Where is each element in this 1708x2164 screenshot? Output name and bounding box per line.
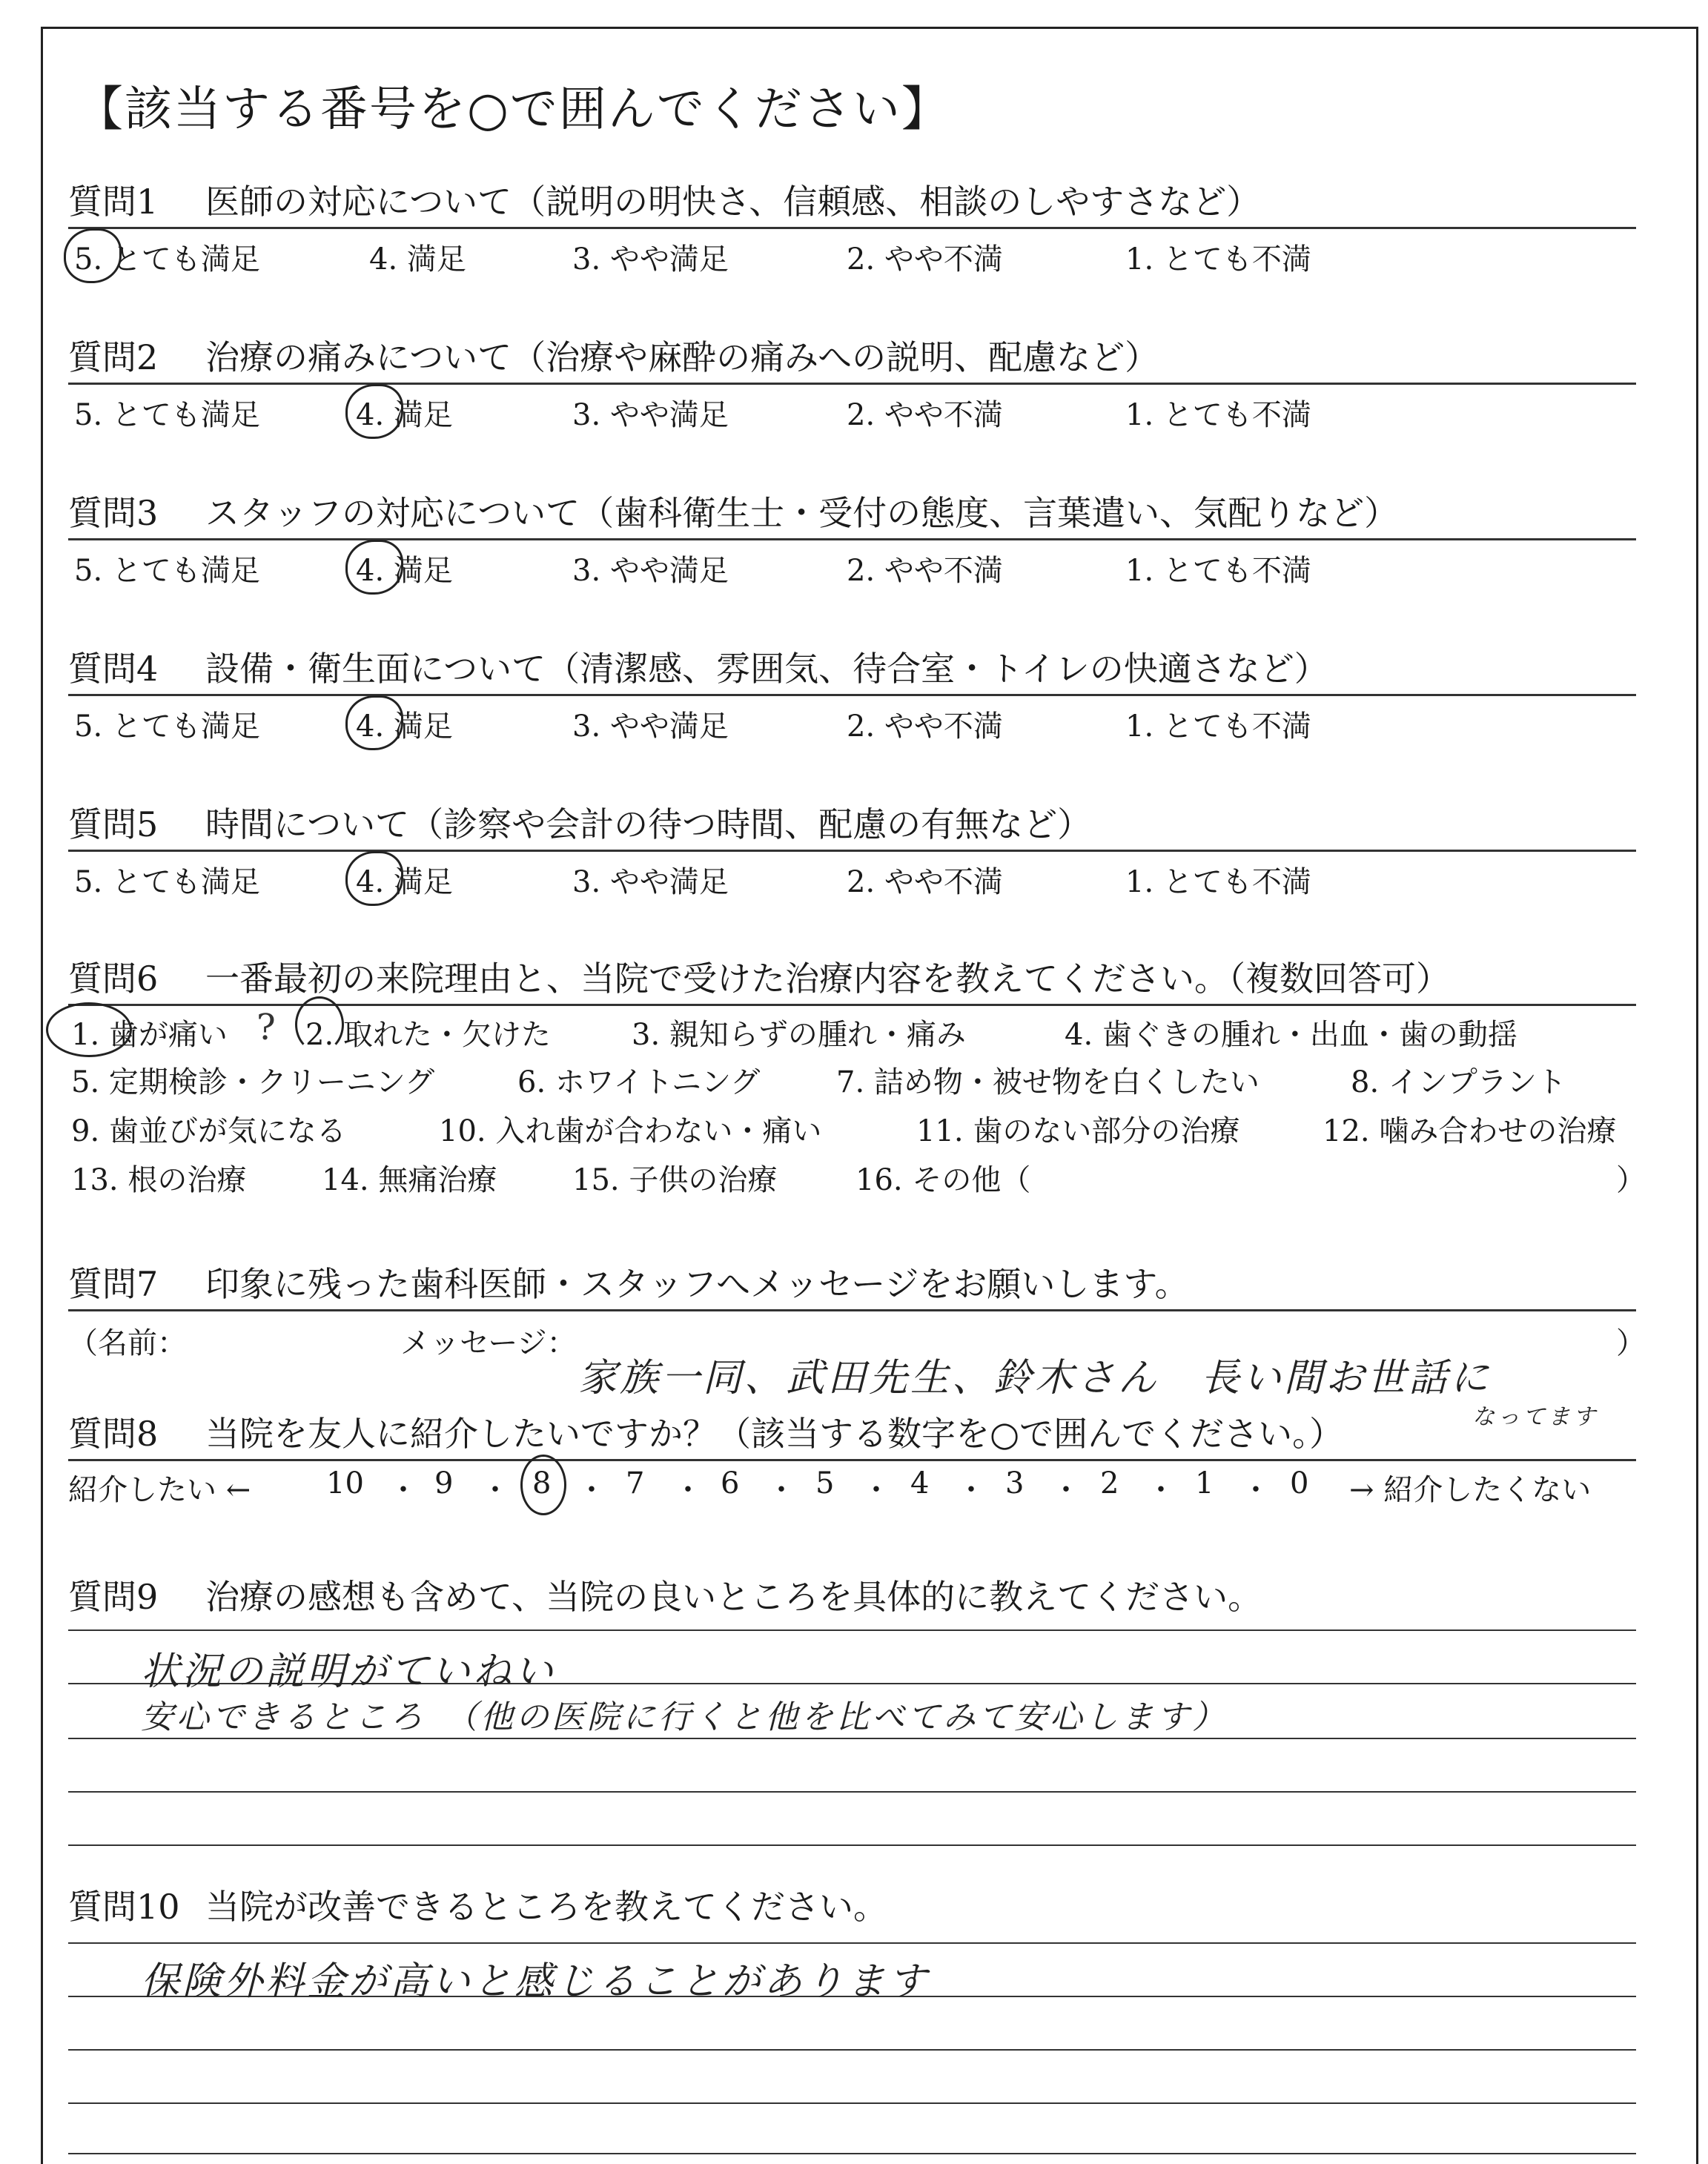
- selection-circle: [345, 695, 403, 750]
- question-1: [68, 175, 1636, 229]
- q9-handwritten-line-2: 安心できるところ （他の医院に行くと他を比べてみて安心します）: [141, 1698, 1228, 1736]
- scale-6[interactable]: 6: [721, 1466, 740, 1500]
- question-number: 質問8: [68, 1414, 159, 1454]
- reason-1[interactable]: 1. 歯が痛い: [71, 1011, 228, 1053]
- q7-handwritten-message-2: なってます: [1472, 1404, 1598, 1430]
- q9-handwritten-line-1: 状況の説明がていねい: [141, 1650, 557, 1694]
- q7-name-label: （名前：: [68, 1326, 187, 1360]
- question-text: 一番最初の来院理由と、当院で受けた治療内容を教えてください。（複数回答可）: [205, 959, 1450, 999]
- reason-12[interactable]: 12. 噛み合わせの治療: [1323, 1114, 1617, 1148]
- reason-14[interactable]: 14. 無痛治療: [322, 1163, 497, 1197]
- question-text: 時間について（診察や会計の待つ時間、配慮の有無など）: [205, 804, 1092, 844]
- scale-5[interactable]: 5: [815, 1466, 835, 1500]
- question-number: 質問4: [68, 649, 159, 689]
- question-number: 質問5: [68, 804, 159, 844]
- question-text: 印象に残った歯科医師・スタッフへメッセージをお願いします。: [205, 1264, 1189, 1304]
- answer-line: [68, 1844, 1636, 1846]
- reason-4[interactable]: 4. 歯ぐきの腫れ・出血・歯の動揺: [1065, 1018, 1517, 1052]
- q4-option-4[interactable]: 4. 満足: [356, 703, 453, 745]
- question-5: [68, 798, 1636, 852]
- scale-4[interactable]: 4: [910, 1466, 930, 1500]
- reason-13[interactable]: 13. 根の治療: [71, 1163, 247, 1197]
- question-6: [68, 952, 1636, 1006]
- q1-option-1[interactable]: 1. とても不満: [1125, 242, 1311, 277]
- q7-message-label: メッセージ：: [400, 1326, 577, 1360]
- reason-16[interactable]: 16. その他（: [855, 1163, 1031, 1197]
- answer-line: [68, 1791, 1636, 1793]
- selection-circle: [64, 228, 122, 283]
- question-2: [68, 331, 1636, 385]
- reason-9[interactable]: 9. 歯並びが気になる: [71, 1114, 346, 1148]
- q3-option-4[interactable]: 4. 満足: [356, 547, 453, 589]
- q1-option-2[interactable]: 2. やや不満: [847, 242, 1003, 277]
- q7-close: ）: [1616, 1326, 1646, 1360]
- answer-line: [68, 1942, 1636, 1944]
- q8-left-label: 紹介したい ←: [68, 1473, 251, 1507]
- selection-circle: [345, 384, 403, 439]
- reason-16-close: ）: [1616, 1163, 1646, 1197]
- question-8: [68, 1407, 1636, 1461]
- scale-2[interactable]: 2: [1100, 1466, 1119, 1500]
- q3-option-3[interactable]: 3. やや満足: [572, 554, 729, 588]
- q1-option-5[interactable]: 5. とても満足: [74, 236, 260, 278]
- q4-option-2[interactable]: 2. やや不満: [847, 709, 1003, 744]
- q10-handwritten-line-1: 保険外料金が高いと感じることがあります: [141, 1959, 930, 2004]
- question-number: 質問10: [68, 1887, 180, 1927]
- selection-circle: [46, 1002, 132, 1057]
- reason-3[interactable]: 3. 親知らずの腫れ・痛み: [632, 1018, 966, 1052]
- q3-option-1[interactable]: 1. とても不満: [1125, 554, 1311, 588]
- selection-circle: [345, 851, 403, 906]
- question-text: スタッフの対応について（歯科衛生士・受付の態度、言葉遣い、気配りなど）: [205, 493, 1399, 533]
- reason-5[interactable]: 5. 定期検診・クリーニング: [71, 1065, 435, 1099]
- selection-circle: [345, 540, 403, 595]
- question-number: 質問7: [68, 1264, 159, 1304]
- q2-option-5[interactable]: 5. とても満足: [74, 398, 260, 432]
- scale-0[interactable]: 0: [1290, 1466, 1309, 1500]
- q1-option-4[interactable]: 4. 満足: [369, 242, 466, 277]
- question-3: [68, 486, 1636, 540]
- answer-line: [68, 2102, 1636, 2104]
- q4-option-1[interactable]: 1. とても不満: [1125, 709, 1311, 744]
- scale-3[interactable]: 3: [1005, 1466, 1025, 1500]
- answer-line: [68, 2049, 1636, 2051]
- question-number: 質問6: [68, 959, 159, 999]
- question-text: 治療の痛みについて（治療や麻酔の痛みへの説明、配慮など）: [205, 337, 1159, 377]
- q5-option-2[interactable]: 2. やや不満: [847, 865, 1003, 899]
- scale-10[interactable]: 10: [326, 1466, 364, 1500]
- q2-option-2[interactable]: 2. やや不満: [847, 398, 1003, 432]
- q2-option-4[interactable]: 4. 満足: [356, 391, 453, 434]
- question-number: 質問1: [68, 182, 159, 222]
- answer-line: [68, 1738, 1636, 1739]
- reason-7[interactable]: 7. 詰め物・被せ物を白くしたい: [836, 1065, 1260, 1099]
- selection-circle: [295, 996, 344, 1053]
- question-text: 設備・衛生面について（清潔感、雰囲気、待合室・トイレの快適さなど）: [205, 649, 1328, 689]
- q5-option-5[interactable]: 5. とても満足: [74, 865, 260, 899]
- q1-option-3[interactable]: 3. やや満足: [572, 242, 729, 277]
- question-text: 医師の対応について（説明の明快さ、信頼感、相談のしやすさなど）: [205, 182, 1261, 222]
- question-text: 当院が改善できるところを教えてください。: [205, 1887, 887, 1927]
- q2-option-1[interactable]: 1. とても不満: [1125, 398, 1311, 432]
- q3-option-5[interactable]: 5. とても満足: [74, 554, 260, 588]
- page-title: 【該当する番号を○で囲んでください】: [76, 82, 950, 137]
- question-text: 当院を友人に紹介したいですか？（該当する数字を○で囲んでください。）: [205, 1414, 1344, 1454]
- q5-option-1[interactable]: 1. とても不満: [1125, 865, 1311, 899]
- q7-handwritten-message: 家族一同、武田先生、鈴木さん 長い間お世話に: [578, 1356, 1492, 1400]
- reason-10[interactable]: 10. 入れ歯が合わない・痛い: [439, 1114, 822, 1148]
- scale-7[interactable]: 7: [626, 1466, 645, 1500]
- question-9: [68, 1570, 1636, 1622]
- reason-2[interactable]: 2. 取れた・欠けた: [305, 1011, 551, 1053]
- question-4: [68, 642, 1636, 696]
- question-text: 治療の感想も含めて、当院の良いところを具体的に教えてください。: [205, 1577, 1262, 1617]
- question-number: 質問2: [68, 337, 159, 377]
- reason-11[interactable]: 11. 歯のない部分の治療: [916, 1114, 1240, 1148]
- answer-line: [68, 1629, 1636, 1631]
- handwritten-mark: ?: [256, 1007, 276, 1048]
- question-number: 質問9: [68, 1577, 159, 1617]
- q4-option-5[interactable]: 5. とても満足: [74, 709, 260, 744]
- q3-option-2[interactable]: 2. やや不満: [847, 554, 1003, 588]
- scale-9[interactable]: 9: [434, 1466, 454, 1500]
- question-7: [68, 1257, 1636, 1311]
- q5-option-3[interactable]: 3. やや満足: [572, 865, 729, 899]
- scale-1[interactable]: 1: [1195, 1466, 1214, 1500]
- q5-option-4[interactable]: 4. 満足: [356, 858, 453, 901]
- reason-6[interactable]: 6. ホワイトニング: [517, 1065, 761, 1099]
- reason-15[interactable]: 15. 子供の治療: [572, 1163, 778, 1197]
- reason-8[interactable]: 8. インプラント: [1351, 1065, 1566, 1099]
- question-10: [68, 1880, 1636, 1932]
- q8-right-label: → 紹介したくない: [1349, 1473, 1592, 1507]
- answer-line: [68, 2153, 1636, 2154]
- q2-option-3[interactable]: 3. やや満足: [572, 398, 729, 432]
- question-number: 質問3: [68, 493, 159, 533]
- q4-option-3[interactable]: 3. やや満足: [572, 709, 729, 744]
